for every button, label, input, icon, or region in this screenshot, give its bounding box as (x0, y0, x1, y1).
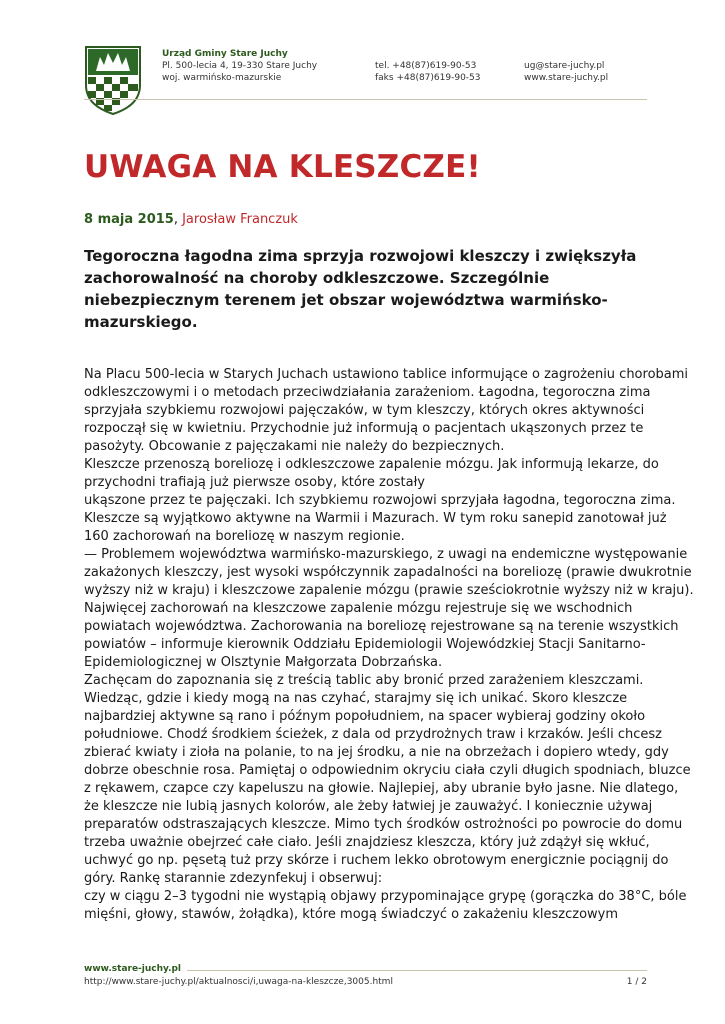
address-region: woj. warmińsko-mazurskie (162, 73, 282, 83)
body-line: Zachęcam do zapoznania się z treścią tablic aby bronić przed zarażeniem kleszczami. (84, 673, 644, 688)
header-address (162, 48, 317, 84)
body-line: zbierać kwiaty i zioła na polanie, to na jej środku, a nie na obrzeżach i dopiero wtedy, gdy (84, 745, 669, 760)
body-line: 160 zachorowań na boreliozę w naszym regionie. (84, 529, 405, 544)
body-line: pasożyty. Obcowanie z pajęczakami nie należy do bezpiecznych. (84, 439, 505, 454)
phone-number: tel. +48(87)619-90-53 (375, 61, 477, 71)
body-line: wyższy niż w kraju) i kleszczowe zapalenie mózgu (prawie sześciokrotnie wyższy niż w kraju). (84, 583, 694, 598)
body-line: Kleszcze są wyjątkowo aktywne na Warmii i Mazurach. W tym roku sanepid zanotował już (84, 511, 667, 526)
body-line: południowe. Chodź środkiem ścieżek, z dala od przydrożnych traw i krzaków. Jeśli chcesz (84, 727, 662, 742)
page-number: 1 / 2 (626, 977, 647, 987)
body-line: ukąszone przez te pajęczaki. Ich szybkiemu rozwojowi sprzyjała łagodna, tegoroczna zima. (84, 493, 676, 508)
body-line: powiatach województwa. Zachorowania na boreliozę rejestrowane są na terenie wszystkich (84, 619, 679, 634)
body-line: przychodni trafiają już pierwsze osoby, które zostały (84, 475, 425, 490)
header-divider (84, 99, 647, 100)
article-lead: Tegoroczna łagodna zima sprzyja rozwojowi kleszczy i zwiększyła zachorowalność na choroby odkleszczowe. Szczególnie niebezpiecznym terenem jet obszar województwa warmińsko-mazurskiego. (84, 247, 637, 331)
body-line: uchwyć go np. pęsetą tuż przy skórze i ruchem lekko obrotowym energicznie pociągnij do (84, 853, 669, 868)
body-line: Najwięcej zachorowań na kleszczowe zapalenie mózgu rejestruje się we wschodnich (84, 601, 633, 616)
body-line: Epidemiologicznej w Olsztynie Małgorzata Dobrzańska. (84, 655, 443, 670)
body-line: sprzyjała szybkiemu rozwojowi pajęczaków, w tym kleszczy, których okres aktywności (84, 403, 645, 418)
website-link[interactable]: www.stare-juchy.pl (524, 73, 609, 83)
body-line: trzeba uważnie obejrzeć całe ciało. Jeśli znajdziesz kleszcza, który już zdążył się wkłuć, (84, 835, 650, 850)
body-line: najbardziej aktywne są rano i późnym popołudniem, na spacer wybieraj godziny około (84, 709, 646, 724)
org-name: Urząd Gminy Stare Juchy (162, 49, 288, 59)
footer-site[interactable]: www.stare-juchy.pl (84, 964, 187, 974)
fax-number: faks +48(87)619-90-53 (375, 73, 481, 83)
address-line: Pl. 500-lecia 4, 19-330 Stare Juchy (162, 61, 318, 71)
article-author[interactable]: Jarosław Franczuk (182, 212, 298, 227)
article-meta (84, 211, 298, 229)
body-line: góry. Rankę starannie zdezynfekuj i obserwuj: (84, 871, 383, 886)
body-line: odkleszczowymi i o metodach przeciwdziałania zarażeniom. Łagodna, tegoroczna zima (84, 385, 651, 400)
body-line: Na Placu 500-lecia w Starych Juchach ustawiono tablice informujące o zagrożeniu chorobami (84, 367, 689, 382)
coat-of-arms-icon (84, 45, 142, 115)
email-link[interactable]: ug@stare-juchy.pl (524, 61, 605, 71)
body-line: z rękawem, czapce czy kapeluszu na głowie. Najlepiej, aby ubranie było jasne. Nie dlatego, (84, 781, 679, 796)
header-contact (524, 60, 608, 84)
footer-url[interactable]: http://www.stare-juchy.pl/aktualnosci/i,uwaga-na-kleszcze,3005.html (84, 977, 393, 987)
body-line: rozpoczął się w kwietniu. Przychodnie już informują o pacjentach ukąszonych przez te (84, 421, 644, 436)
body-line: preparatów odstraszających kleszcze. Mimo tych środków ostrożności po powrocie do domu (84, 817, 683, 832)
body-line: dobrze obeschnie rosa. Pamiętaj o odpowiednim okryciu ciała czyli długich spodniach, bluzce (84, 763, 691, 778)
body-line: zakażonych kleszczy, jest wysoki współczynnik zapadalności na boreliozę (prawie dwukrotnie (84, 565, 692, 580)
article-body (84, 366, 694, 924)
header-phones (375, 60, 481, 84)
article-title: UWAGA NA KLESZCZE! (84, 149, 481, 185)
body-line: Wiedząc, gdzie i kiedy mogą na nas czyhać, starajmy się ich unikać. Skoro kleszcze (84, 691, 628, 706)
body-line: czy w ciągu 2–3 tygodni nie wystąpią objawy przypominające grypę (gorączka do 38°C, bóle (84, 889, 687, 904)
body-line: mięśni, głowy, stawów, żołądka), które mogą świadczyć o zakażeniu kleszczowym (84, 907, 619, 922)
article-date: 8 maja 2015 (84, 212, 174, 227)
meta-separator: , (173, 212, 183, 227)
body-line: — Problemem województwa warmińsko-mazurskiego, z uwagi na endemiczne występowanie (84, 547, 688, 562)
body-line: Kleszcze przenoszą boreliozę i odkleszczowe zapalenie mózgu. Jak informują lekarze, do (84, 457, 659, 472)
body-line: powiatów – informuje kierownik Oddziału Epidemiologii Wojewódzkiej Stacji Sanitarno- (84, 637, 646, 652)
body-line: że kleszcze nie lubią jasnych kolorów, ale żeby łatwiej je zauważyć. I koniecznie używaj (84, 799, 653, 814)
